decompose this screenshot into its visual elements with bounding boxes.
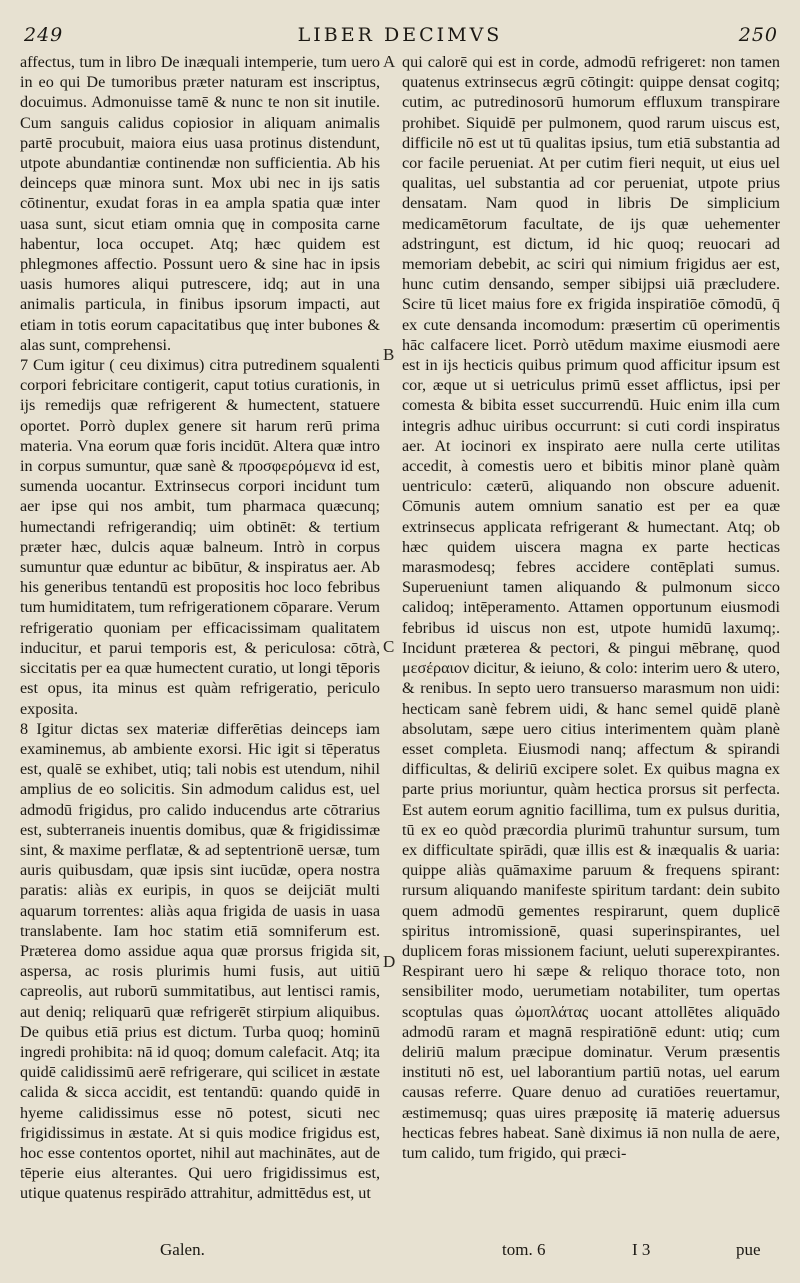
left-text-column bbox=[20, 52, 380, 1232]
paragraph: affectus, tum in libro De inæquali intemperie, tum uero in eo qui De tumoribus præter naturam est inscriptus, docuimus. Admonuisse tamē & nunc te non sit inutile. Cum sanguis calidus copiosior in aliquam animalis partē procubuit, maiora eius uasa protinus distendunt, utpote abundantiæ continendæ non sufficientia. Ab his deinceps quæ minora sunt. Mox ubi nec in ijs satis cōtinentur, exudat foras in ea ampla spatia quæ inter uasa sunt, sicut etiam omnia quę in composita carne habentur, loca occupet. Atq; hæc quidem est phlegmones affectio. Possunt uero & sine hac in ipsis uasis humores aliqui putrescere, idq; aut in una animalis particula, in finibus ipsorum impacti, aut etiam in totis eorum capacitatibus quę inter bubones & alas sunt, comprehensi. bbox=[20, 53, 380, 354]
margin-letter-c: C bbox=[383, 637, 395, 656]
page-number-right: 250 bbox=[738, 24, 778, 46]
footer-tome: tom. 6 bbox=[502, 1240, 546, 1259]
margin-letter-a: A bbox=[383, 52, 396, 71]
running-title: LIBER DECIMVS bbox=[297, 24, 503, 46]
paragraph: 7 Cum igitur ( ceu diximus) citra putredinem squalenti corpori febricitare contigerit, caput totius curationis, in ijs remedijs quæ refrigerent & humectent, statuere oportet. Porrò duplex genere sit harum rerū prima materia. Vna eorum quæ foris incidūt. Altera quæ intro in corpus sumuntur, quæ sanè & προσφερόμενα id est, sumenda uocantur. Extrinsecus corpori incidunt tum aer ipse qui nos ambit, tum pharmaca quæcunq; humectandi refrigerandiq; uim obtinēt: & tertium præter hæc, dulcis aquæ balneum. Intrò in corpus sumuntur quæ eduntur ac bibūtur, & inspiratus aer. Ab his generibus tentandū est propositis hoc loco febribus tum humiditatem, tum refrigerationem cōparare. Verum refrigeratio quoniam per efficacissimam qualitatem inducitur, et parui temporis est, & periculosa: cōtrà, siccitatis per ea quæ humectent curatio, ut longi tēporis est opus, ita minus est quàm refrigeratio, periculo exposita. bbox=[20, 356, 380, 718]
footer-author: Galen. bbox=[160, 1240, 205, 1259]
footer-signature-mark: I 3 bbox=[632, 1240, 651, 1259]
running-head bbox=[0, 24, 800, 54]
paragraph: qui calorē qui est in corde, admodū refrigeret: non tamen quatenus extrinsecus ægrū cōtingit: quippe densat cogitq; cutim, ac putredinosorū humorum effluxum transpirare prohibet. Siquidē per pulmonem, quod rarum uiscus est, difficile nō est ut tū qualitas ipsius, tum etiā substantia ad cor facile perueniat. At per cutim fieri nequit, ut eius uel qualitas, uel substantia ad cor perueniat, utpote prius densatam. Nam quod in libris De simplicium medicamētorum facultate, de ijs quæ uehementer adstringunt, est dictum, id hic quoq; reuocari ad memoriam debebit, ac sciri qui nimium frigidus aer est, hunc cutim densando, semper sibijpsi uiā præcludere. Scire tū licet maius fore ex frigida inspiratiōe cōmodū, q̄ ex cute densanda incomodum: præsertim cū operimentis hāc calfacere licet. Porrò utēdum maxime eiusmodi aere est in ijs hecticis quibus primum quod afficitur ipsum est cor, æque ut si uetriculus primū esset afflictus, ipsi per comesta & bibita esset succurrendū. Huic enim illa cum integris adhuc uiribus occurrunt: si cuti cordi inspiratus aer. At iocinori ex inspirato aere nulla certe utilitas accedit, à comestis uero et bibitis minor planè quàm uentriculo: cæterū, aliquando non obscure aduenit. Cōmunis autem omnium sanatio est per ea quæ extrinsecus applicata refrigerant & humectant. Atq; ob hæc quidem uiscera magna ex parte hecticas marasmodesq; febres accidere contēplati sumus. Superueniunt tamen aliquando & pulmonum sicco calidoq; intēperamento. Attamen opportunum eiusmodi febribus id uiscus non est, utpote humidū laxumq;. Incidunt præterea & pectori, & pingui mēbranę, quod μεσέραιον dicitur, & ieiuno, & colo: interim uero & utero, & renibus. In septo uero transuerso marasmum non uidi: hecticam sanè febrem uidi, & hanc semel quidē planè absolutam, sæpe uero citius interimentem quàm planè esset completa. Eiusmodi nanq; affectum & spirandi difficultas, & deliriū excipere solet. Ex quibus magna ex parte prius moriuntur, quàm hectica prorsus sit perfecta. Est autem eorum agnitio facillima, tum ex pulsus duritia, tū ex eo quòd præcordia plurimū trahuntur sursum, tum ex difficultate spirādi, quæ illis est & inæqualis & uaria: quippe aliàs quāmaxime paruum & frequens spirant: rursum aliquando manifeste spiritum tardant: dein subito quem admodū gementes respirarunt, quem duplicē spiritus intromissionē, quasi superinspirantes, uel duplicem foras missionem faciunt, ueluti superexpirantes. Respirant uero hi sæpe & reliquo thorace toto, non sensibiliter modo, uerumetiam notabiliter, tum opertas scoptulas quas ὠμοπλάτας uocant attollētes aliquādo admodū raram et magnā respiratiōnē edunt: utiq; cum deliriū malum præcipue dominatur. Verum præsentis instituti nō est, uel laborantium partiū notas, uel earum causas referre. Quare denuo ad curatiōes reuertamur, æstimemusq; quas uires præpositę iā materię aduersus hecticas febres habeat. Sanè diximus iā non nulla de aere, tum calido, tum frigido, qui præci- bbox=[402, 53, 780, 1162]
margin-letter-d: D bbox=[383, 952, 396, 971]
page-number-left: 249 bbox=[24, 24, 64, 46]
footer-catchword: pue bbox=[736, 1240, 761, 1259]
right-text-column bbox=[402, 52, 780, 1232]
paragraph: 8 Igitur dictas sex materiæ differētias deinceps iam examinemus, ab ambiente exorsi. Hic igit si tēperatus est, qualē se exhibet, utiq; tali nobis est utendum, nihil amplius de eo solicitis. Sin admodum calidus est, uel admodū frigidus, pro calido inducendus arte cōtrarius est, subterraneis inuentis domibus, quæ & frigidissimæ sint, & maxime perflatæ, & ad septentrionē uersæ, tum auris quibusdam, quæ ipsis sint iucūdæ, opera nostra paratis: aliàs ex euripis, in quos se deijciāt multi aquarum torrentes: aliàs aqua frigida de uasis in uasa translabente. Iam hoc statim etiā somniferum est. Præterea domo assidue aqua quæ prorsus frigida sit, aspersa, ac rosis plurimis humi fusis, aut uitiū capreolis, aut ruborū summitatibus, aut lentisci ramis, aut deniq; reliquarū quæ refrigerēt stirpium aliquibus. De quibus etiā prius est dictum. Turba quoq; hominū ingredi prohibita: nā id quoq; domum calefacit. Atq; ita quidē calidissimū aerē refrigerare, qui scilicet in æstate calida & sicca accidit, est tentandū: quando quidē in hyeme calidissimus esse nō potest, sicuti nec frigidissimus in æstate. At si quis modice frigidus est, hoc esse contentos oportet, nihil aut machinātes, aut de tēperie eius alterantes. Qui uero frigidissimus est, utique quatenus respirādo attrahitur, admittēdus est, ut bbox=[20, 719, 380, 1203]
margin-letter-b: B bbox=[383, 345, 395, 364]
page-footer bbox=[0, 1240, 800, 1270]
